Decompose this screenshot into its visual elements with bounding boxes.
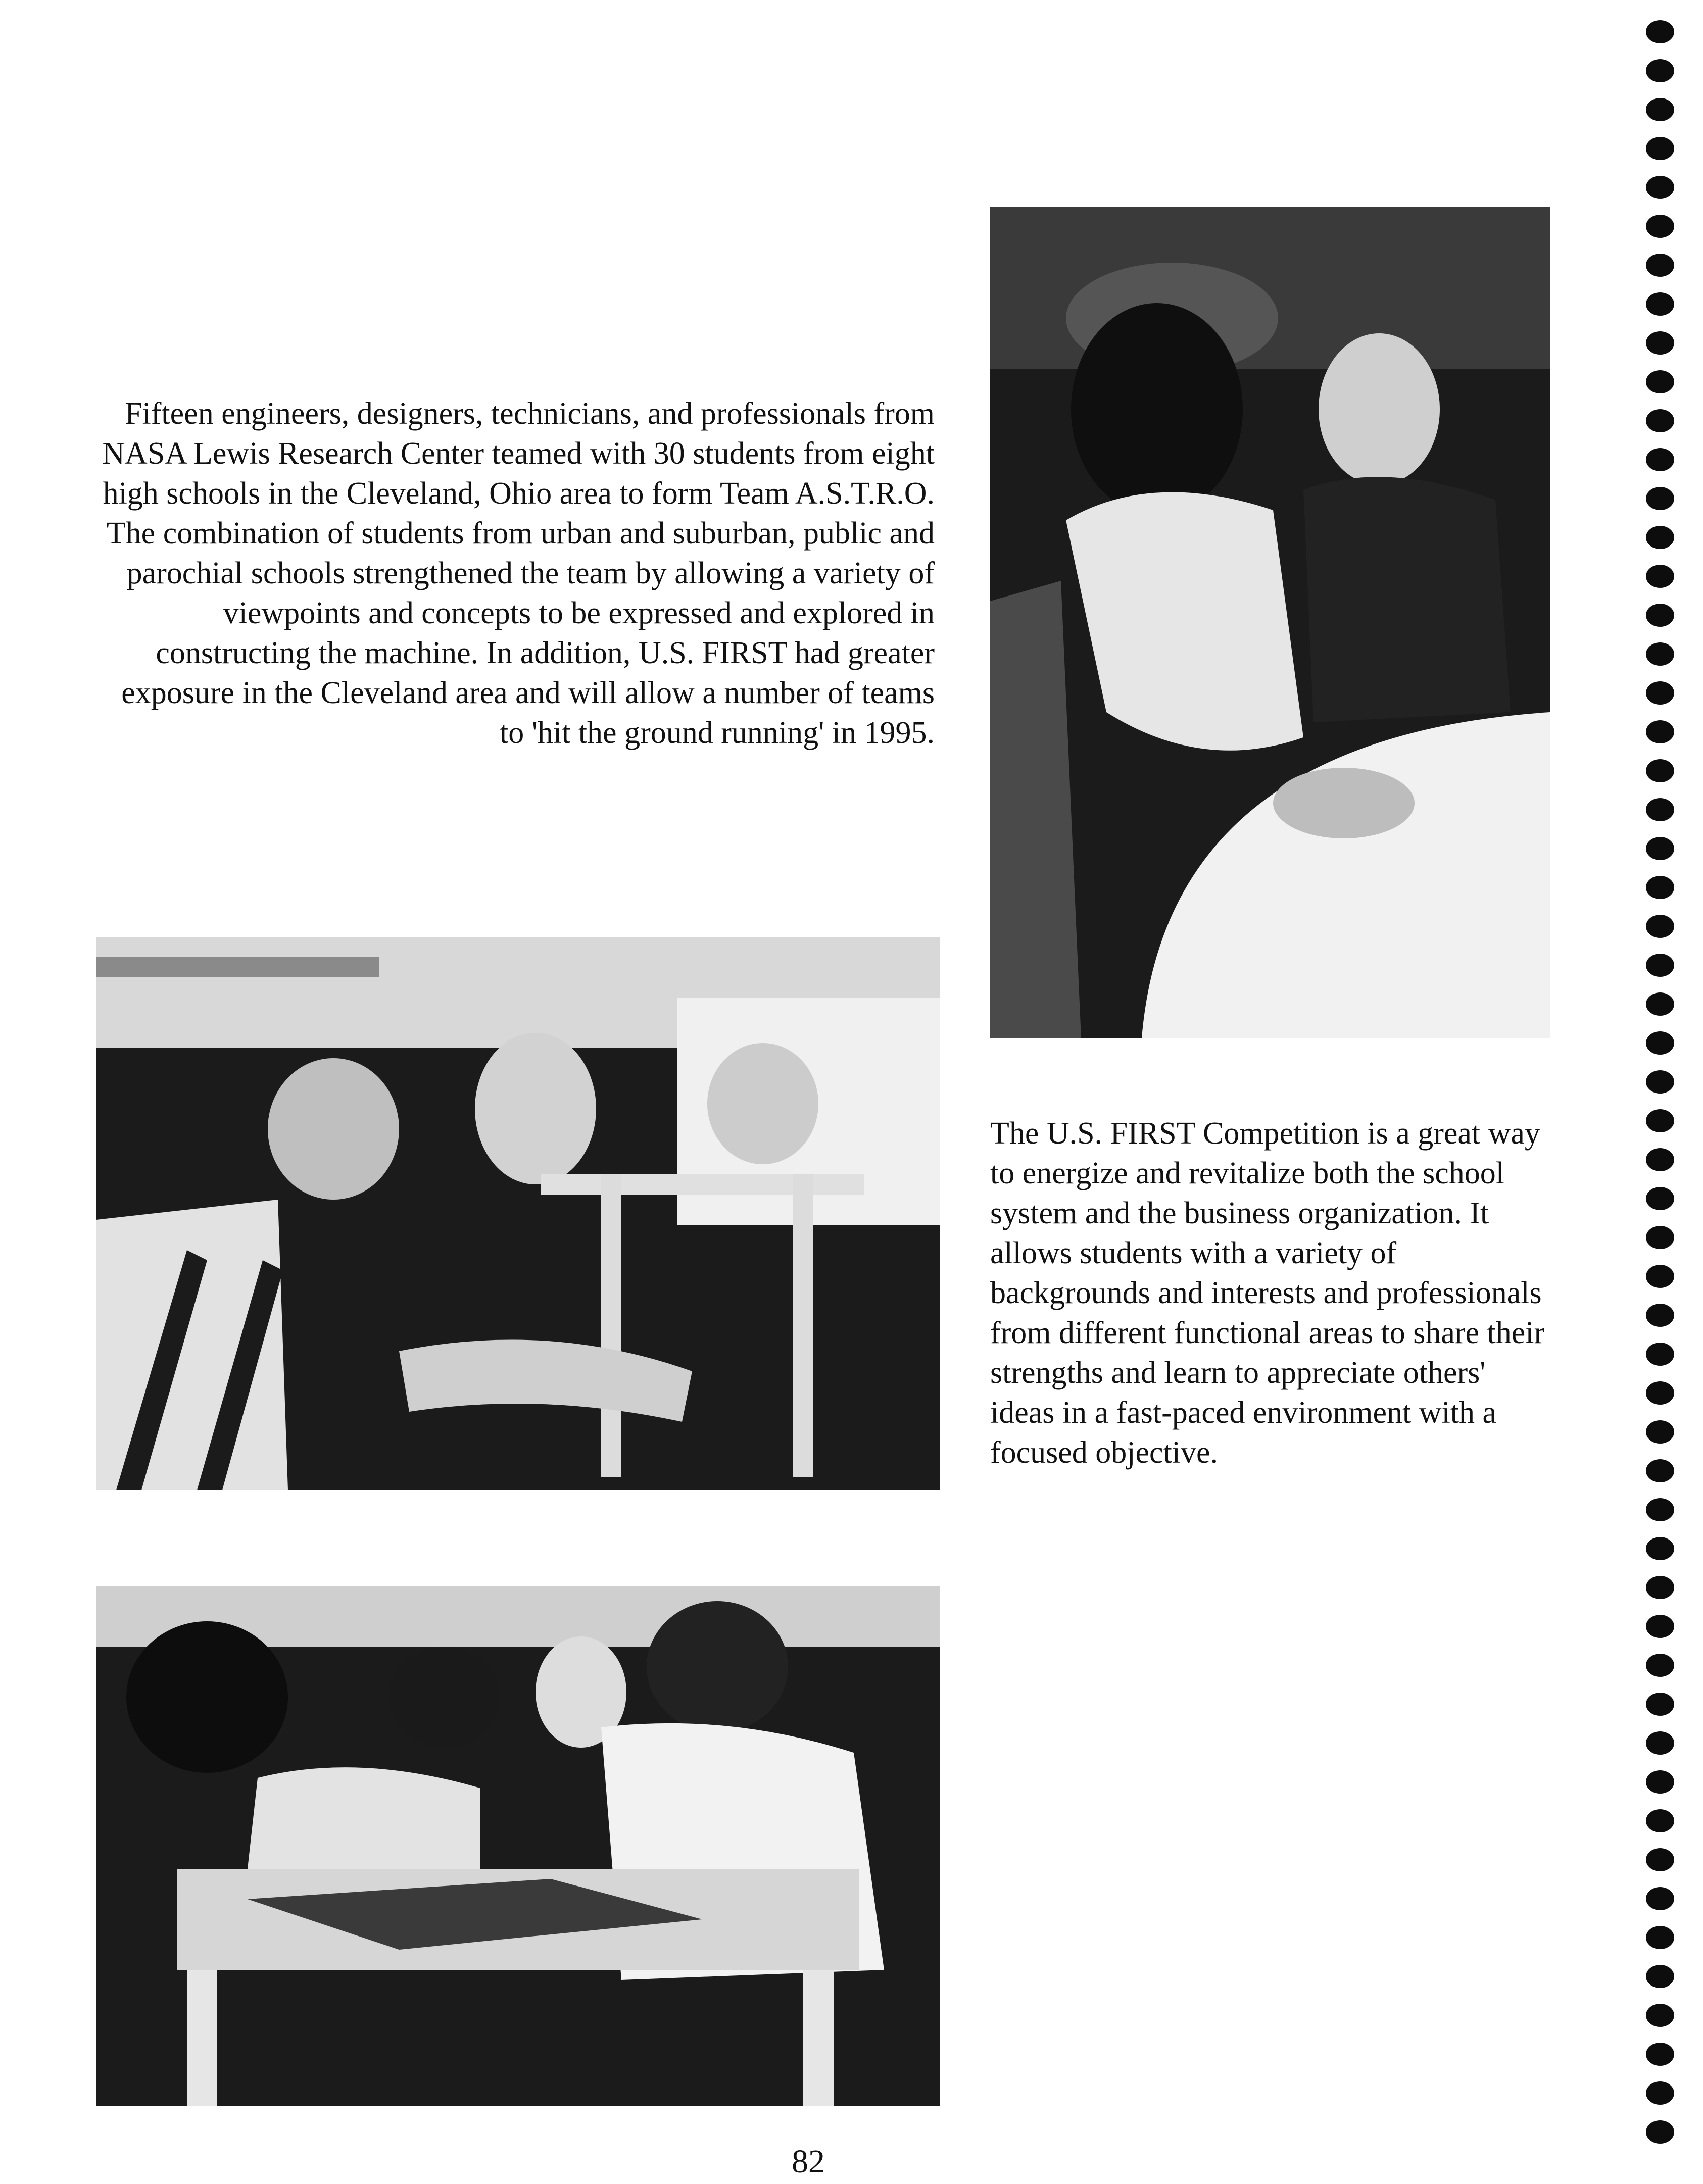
binding-hole [1646, 137, 1674, 160]
binding-hole [1646, 565, 1674, 588]
binding-hole [1646, 487, 1674, 510]
binding-hole [1646, 1343, 1674, 1366]
binding-hole [1646, 176, 1674, 199]
binding-hole [1646, 370, 1674, 393]
photo-team-members-at-table-graphic [990, 207, 1550, 1038]
binding-hole [1646, 1576, 1674, 1599]
binding-hole [1646, 98, 1674, 121]
binding-hole [1646, 526, 1674, 549]
binding-hole [1646, 1615, 1674, 1638]
binding-hole [1646, 954, 1674, 977]
photo-students-building-robot [96, 937, 940, 1490]
binding-hole [1646, 331, 1674, 355]
binding-hole [1646, 992, 1674, 1016]
page-number: 82 [792, 2143, 825, 2180]
binding-hole [1646, 2004, 1674, 2027]
binding-hole [1646, 1731, 1674, 1755]
binding-hole [1646, 1187, 1674, 1210]
binding-hole [1646, 915, 1674, 938]
binding-hole [1646, 1265, 1674, 1288]
photo-students-building-robot-graphic [96, 937, 940, 1490]
binding-hole [1646, 1109, 1674, 1132]
binding-hole [1646, 2081, 1674, 2105]
binding-hole [1646, 2043, 1674, 2066]
photo-team-at-workbench-graphic [96, 1586, 940, 2106]
binding-hole [1646, 1420, 1674, 1444]
binding-hole [1646, 1654, 1674, 1677]
binding-hole [1646, 1070, 1674, 1094]
binding-hole [1646, 1537, 1674, 1560]
binding-holes [1646, 20, 1676, 2177]
binding-hole [1646, 642, 1674, 666]
binding-hole [1646, 1031, 1674, 1055]
binding-hole [1646, 1226, 1674, 1249]
binding-hole [1646, 292, 1674, 316]
binding-hole [1646, 1848, 1674, 1871]
photo-team-at-workbench [96, 1586, 940, 2106]
binding-hole [1646, 837, 1674, 860]
binding-hole [1646, 1770, 1674, 1794]
binding-hole [1646, 1459, 1674, 1482]
binding-hole [1646, 1693, 1674, 1716]
binding-hole [1646, 720, 1674, 743]
binding-hole [1646, 681, 1674, 705]
binding-hole [1646, 876, 1674, 899]
binding-hole [1646, 254, 1674, 277]
binding-hole [1646, 59, 1674, 82]
binding-hole [1646, 2120, 1674, 2144]
binding-hole [1646, 409, 1674, 432]
binding-hole [1646, 759, 1674, 782]
binding-hole [1646, 1887, 1674, 1910]
binding-hole [1646, 1809, 1674, 1832]
intro-paragraph: Fifteen engineers, designers, technicians, and professionals from NASA Lewis Research Center teamed with 30 students from eight high schools in the Cleveland, Ohio area to form Team A.S.T.R.O. The combination of students from urban and suburban, public and parochial schools strengthened the team by allowing a variety of viewpoints and concepts to be expressed and explored in constructing the machine. In addition, U.S. FIRST had greater exposure in the Cleveland area and will allow a number of teams to 'hit the ground running' in 1995. [102, 396, 935, 750]
binding-hole [1646, 1304, 1674, 1327]
binding-hole [1646, 604, 1674, 627]
photo-team-members-at-table [990, 207, 1550, 1038]
binding-hole [1646, 798, 1674, 821]
binding-hole [1646, 1926, 1674, 1949]
binding-hole [1646, 448, 1674, 471]
binding-hole [1646, 215, 1674, 238]
binding-hole [1646, 1498, 1674, 1521]
binding-hole [1646, 20, 1674, 43]
binding-hole [1646, 1381, 1674, 1405]
summary-paragraph: The U.S. FIRST Competition is a great way to energize and revitalize both the school system and the business organization. It allows students with a variety of backgrounds and interests and professionals from different functional areas to share their strengths and learn to appreciate others' ideas in a fast-paced environment with a focused objective. [990, 1116, 1545, 1470]
binding-hole [1646, 1148, 1674, 1171]
binding-hole [1646, 1965, 1674, 1988]
